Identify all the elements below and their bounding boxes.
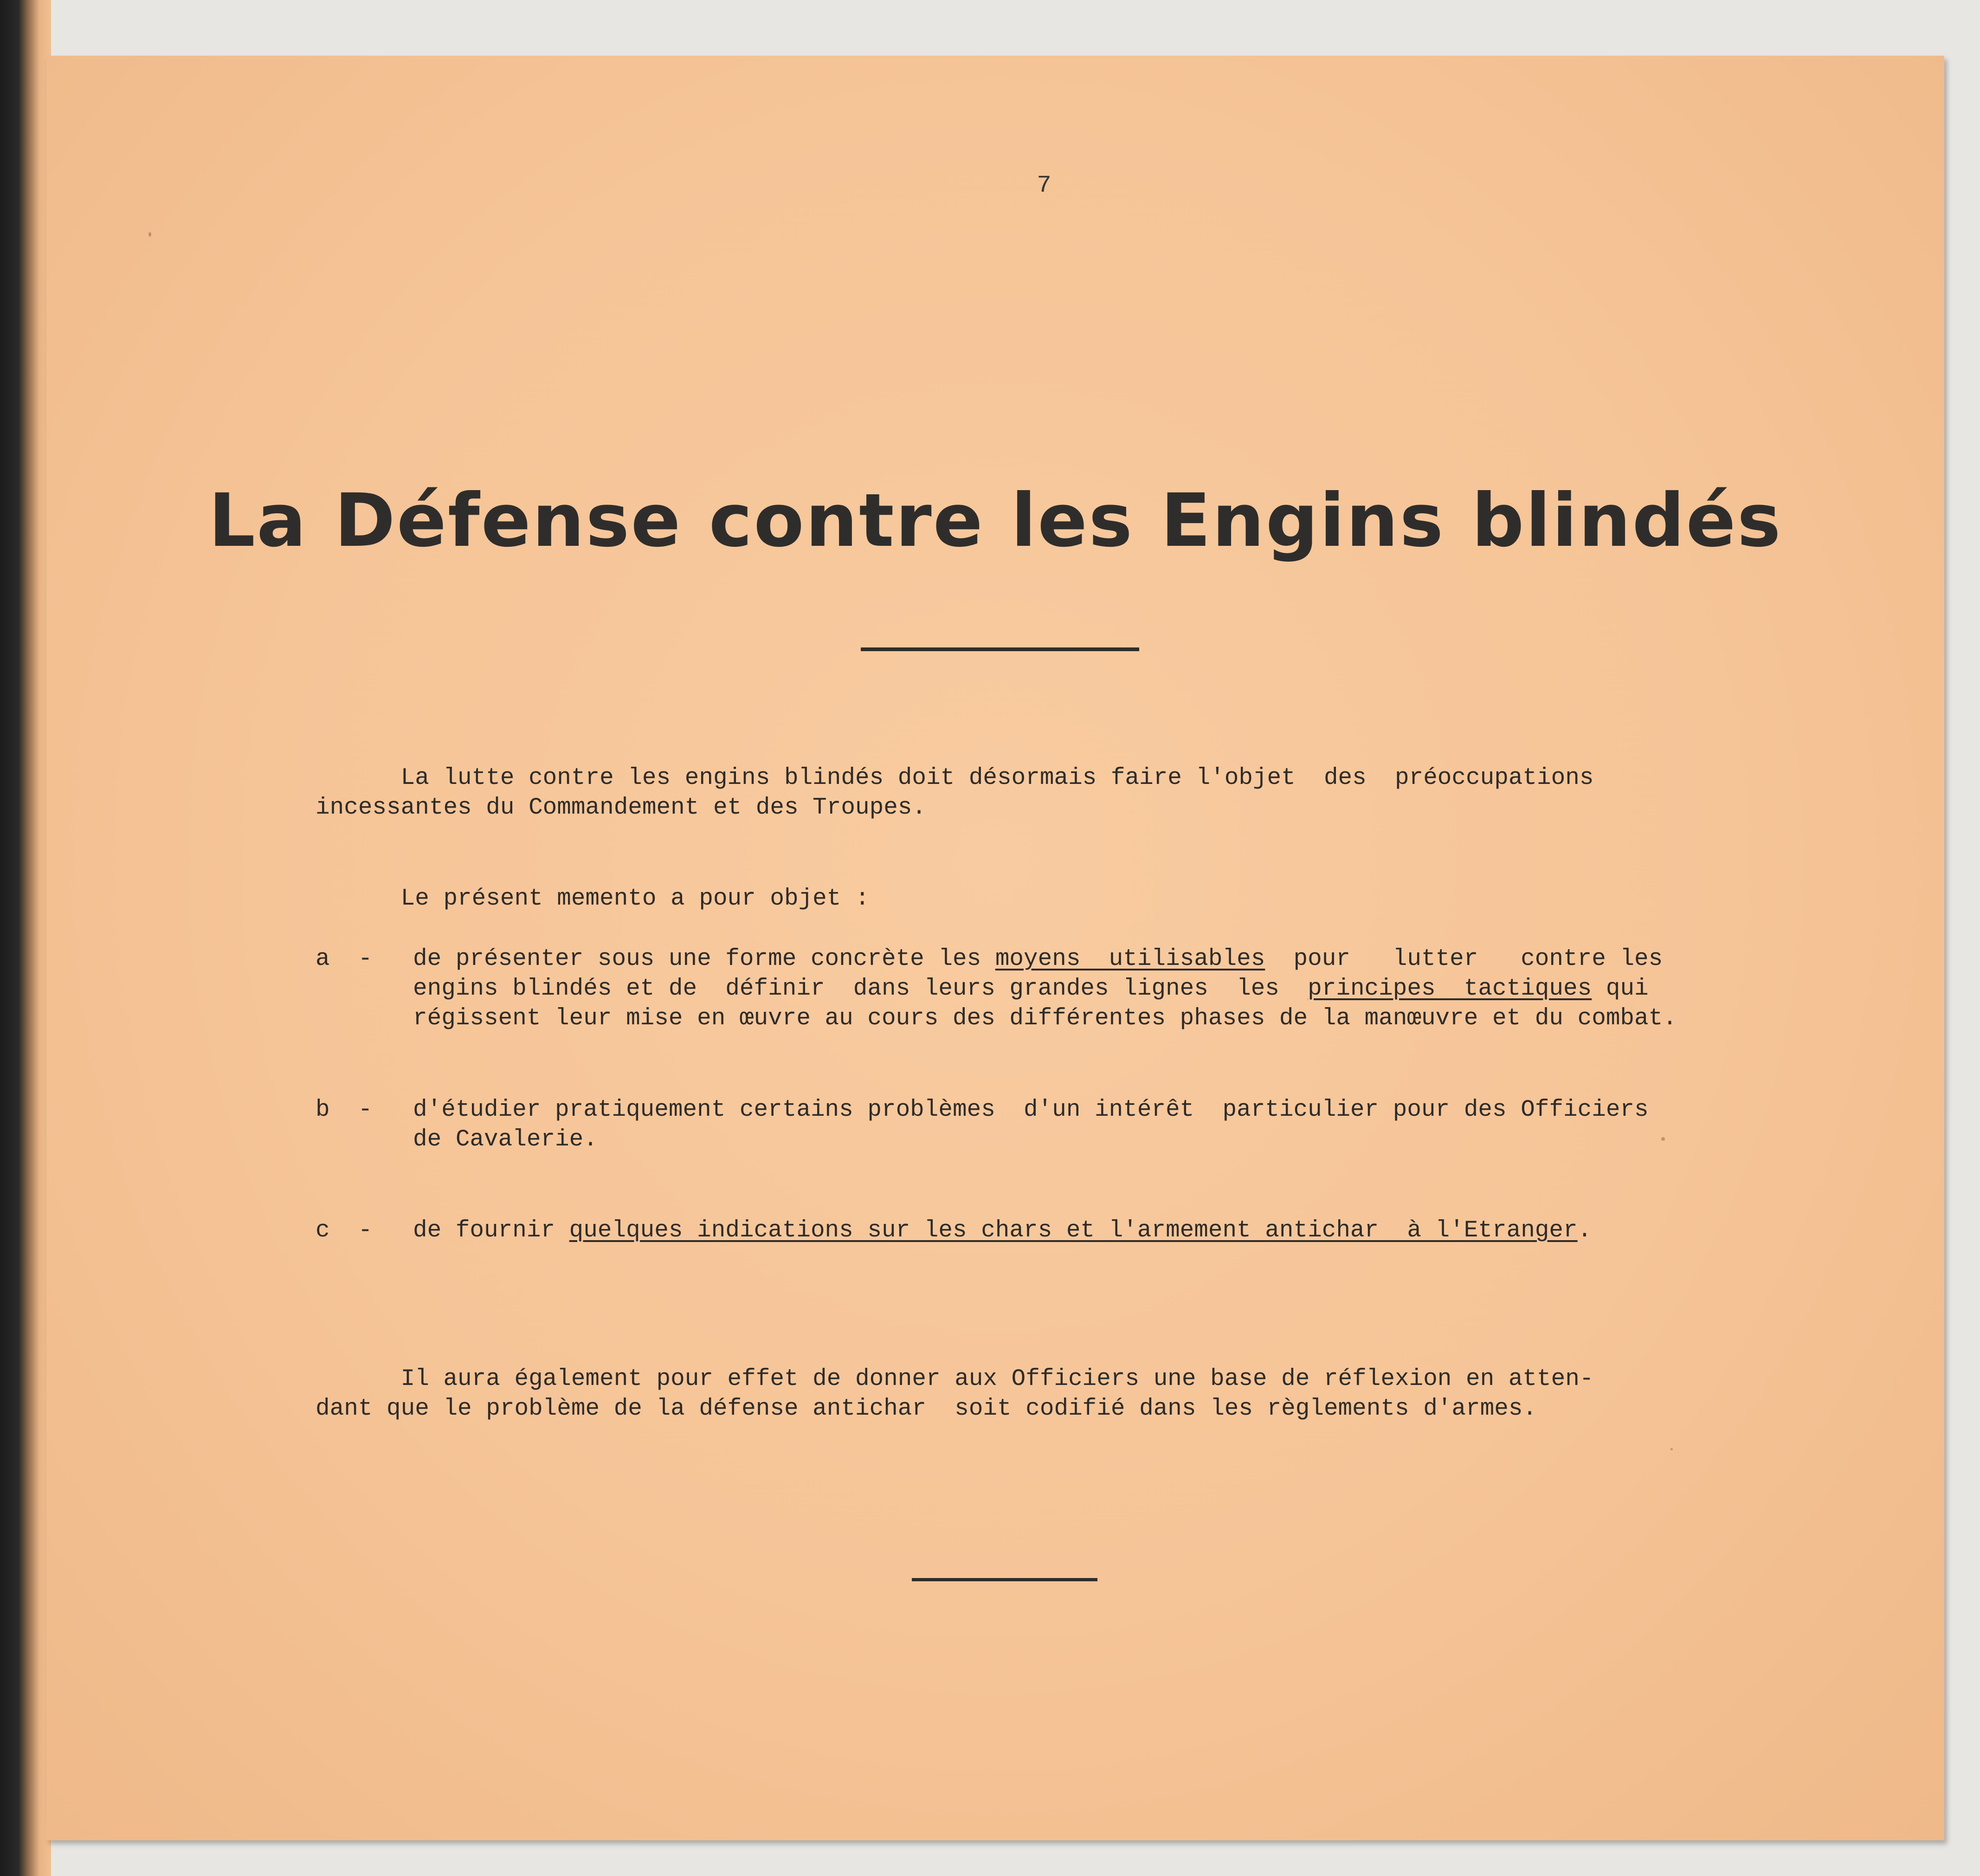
closing-line-1: Il aura également pour effet de donner aux Officiers une base de réflexion en atten- — [316, 1366, 1594, 1392]
item-b-line1-text: d'étudier pratiquement certains problèmes d'un intérêt particulier pour des Officiers — [413, 1097, 1649, 1123]
item-b-line2-text: de Cavalerie. — [413, 1126, 598, 1153]
list-marker-b: b - — [316, 1097, 373, 1123]
item-a-underlined-principles: principes tactiques — [1308, 976, 1592, 1002]
paper-speck — [1670, 1448, 1673, 1450]
item-c-underlined-foreign: quelques indications sur les chars et l'armement antichar à l'Etranger — [569, 1217, 1578, 1244]
purpose-heading: Le présent memento a pour objet : — [316, 886, 870, 912]
item-a-line2-end: qui — [1592, 976, 1649, 1002]
item-c-line1-end: . — [1577, 1217, 1592, 1244]
page-title: La Défense contre les Engins blindés — [208, 478, 1782, 563]
list-marker-c: c - — [316, 1217, 373, 1244]
item-c-line1-text: de fournir — [413, 1217, 569, 1244]
item-a-underlined-means: moyens utilisables — [995, 946, 1265, 972]
paper-speck — [1661, 1137, 1665, 1141]
paper-speck — [148, 232, 151, 237]
title-divider — [861, 647, 1139, 651]
intro-line-1: La lutte contre les engins blindés doit désormais faire l'objet des préoccupations — [316, 765, 1594, 791]
list-item-a-text — [413, 944, 1677, 1034]
intro-paragraph — [316, 763, 1593, 823]
closing-paragraph — [316, 1365, 1593, 1424]
item-a-line2-text: engins blindés et de définir dans leurs grandes lignes les — [413, 976, 1308, 1002]
item-a-line3-text: régissent leur mise en œuvre au cours des différentes phases de la manœuvre et du combat. — [413, 1005, 1677, 1032]
list-marker-a: a - — [316, 946, 373, 972]
book-binding — [0, 0, 51, 1876]
item-a-line1-end: pour lutter contre les — [1265, 946, 1663, 972]
end-divider — [912, 1578, 1097, 1581]
item-a-line1-text: de présenter sous une forme concrète les — [413, 946, 995, 972]
list-item-b-text — [413, 1095, 1649, 1155]
intro-line-2: incessantes du Commandement et des Troupes. — [316, 795, 927, 821]
document-page — [46, 56, 1944, 1840]
list-item-c-text — [413, 1216, 1592, 1246]
page-number: 7 — [1037, 172, 1051, 199]
closing-line-2: dant que le problème de la défense antichar soit codifié dans les règlements d'armes. — [316, 1396, 1537, 1422]
